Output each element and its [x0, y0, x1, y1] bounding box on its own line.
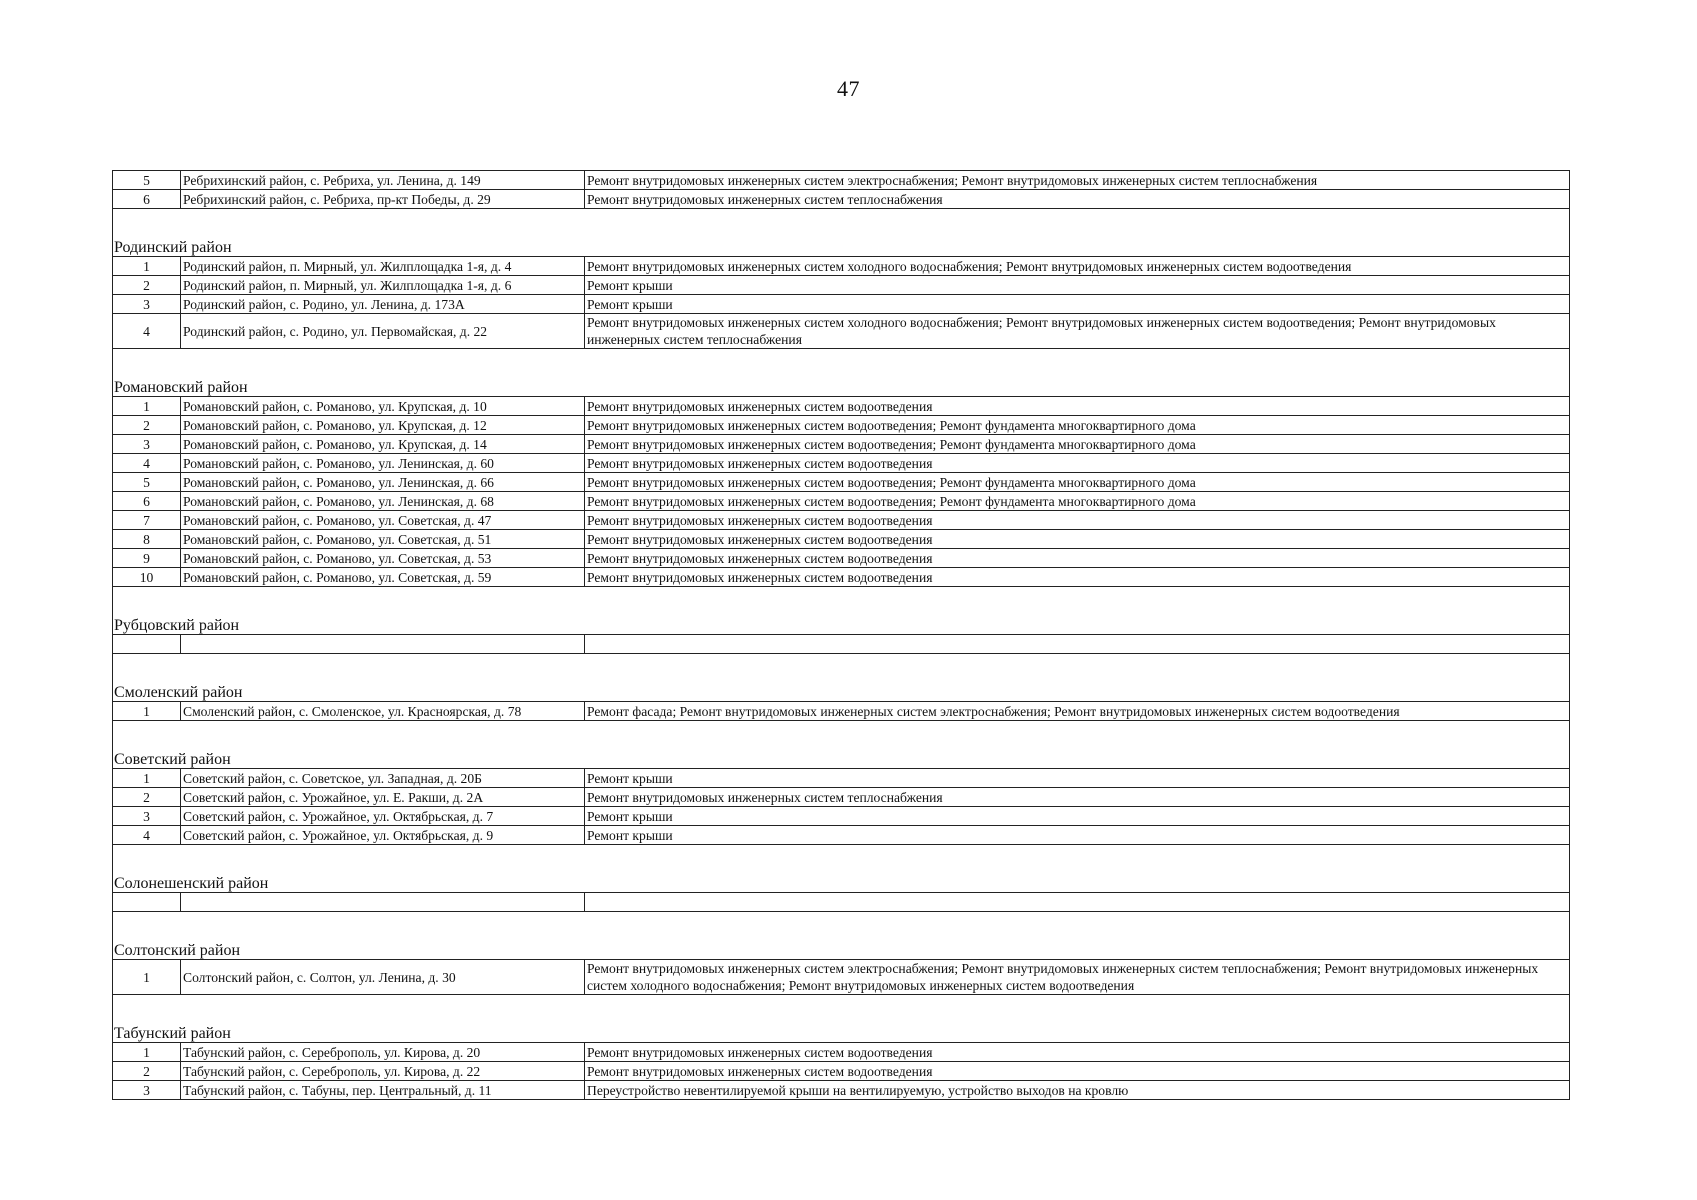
works-cell: Ремонт внутридомовых инженерных систем водоотведения — [585, 530, 1570, 549]
address-cell: Романовский район, с. Романово, ул. Крупская, д. 10 — [181, 397, 585, 416]
works-cell: Ремонт внутридомовых инженерных систем теплоснабжения — [585, 788, 1570, 807]
row-number: 7 — [113, 511, 181, 530]
address-cell: Родинский район, п. Мирный, ул. Жилплощадка 1-я, д. 6 — [181, 276, 585, 295]
section-spacer-cell — [113, 349, 1570, 378]
works-cell: Ремонт крыши — [585, 295, 1570, 314]
section-spacer — [113, 912, 1570, 941]
table-row — [113, 769, 1570, 788]
address-cell: Табунский район, с. Сереброполь, ул. Кирова, д. 22 — [181, 1062, 585, 1081]
table-row — [113, 171, 1570, 190]
table-row — [113, 702, 1570, 721]
address-cell: Романовский район, с. Романово, ул. Советская, д. 51 — [181, 530, 585, 549]
address-cell: Советский район, с. Урожайное, ул. Е. Ракши, д. 2А — [181, 788, 585, 807]
row-number: 10 — [113, 568, 181, 587]
row-number: 4 — [113, 826, 181, 845]
works-cell: Ремонт внутридомовых инженерных систем водоотведения — [585, 511, 1570, 530]
district-title: Советский район — [113, 749, 1570, 769]
row-number: 3 — [113, 807, 181, 826]
address-cell: Советский район, с. Урожайное, ул. Октябрьская, д. 7 — [181, 807, 585, 826]
section-spacer-cell — [113, 995, 1570, 1024]
works-cell: Ремонт внутридомовых инженерных систем водоотведения — [585, 454, 1570, 473]
table-row — [113, 807, 1570, 826]
district-header-row — [113, 940, 1570, 960]
row-number: 6 — [113, 190, 181, 209]
district-title: Рубцовский район — [113, 615, 1570, 635]
works-cell: Ремонт внутридомовых инженерных систем теплоснабжения — [585, 190, 1570, 209]
row-number: 1 — [113, 397, 181, 416]
table-row — [113, 635, 1570, 654]
address-cell: Романовский район, с. Романово, ул. Ленинская, д. 60 — [181, 454, 585, 473]
table-row — [113, 257, 1570, 276]
address-cell: Романовский район, с. Романово, ул. Советская, д. 47 — [181, 511, 585, 530]
address-cell: Ребрихинский район, с. Ребриха, пр-кт Победы, д. 29 — [181, 190, 585, 209]
section-spacer — [113, 209, 1570, 238]
address-cell: Родинский район, с. Родино, ул. Ленина, д. 173А — [181, 295, 585, 314]
repair-list-document — [112, 170, 1569, 1100]
row-number: 1 — [113, 702, 181, 721]
section-spacer-cell — [113, 721, 1570, 750]
table-row — [113, 314, 1570, 349]
address-cell — [181, 635, 585, 654]
repair-table-body — [113, 171, 1570, 1100]
table-row — [113, 454, 1570, 473]
row-number: 4 — [113, 454, 181, 473]
works-cell: Ремонт крыши — [585, 769, 1570, 788]
district-header-row — [113, 377, 1570, 397]
row-number: 1 — [113, 769, 181, 788]
district-title: Родинский район — [113, 237, 1570, 257]
address-cell: Смоленский район, с. Смоленское, ул. Красноярская, д. 78 — [181, 702, 585, 721]
works-cell — [585, 893, 1570, 912]
works-cell: Ремонт внутридомовых инженерных систем водоотведения — [585, 397, 1570, 416]
section-spacer-cell — [113, 845, 1570, 874]
table-row — [113, 549, 1570, 568]
address-cell: Романовский район, с. Романово, ул. Советская, д. 59 — [181, 568, 585, 587]
row-number: 2 — [113, 1062, 181, 1081]
works-cell: Ремонт внутридомовых инженерных систем водоотведения; Ремонт фундамента многоквартирного дома — [585, 416, 1570, 435]
row-number: 4 — [113, 314, 181, 349]
works-cell: Переустройство невентилируемой крыши на вентилируемую, устройство выходов на кровлю — [585, 1081, 1570, 1100]
address-cell: Родинский район, с. Родино, ул. Первомайская, д. 22 — [181, 314, 585, 349]
table-row — [113, 1043, 1570, 1062]
table-row — [113, 473, 1570, 492]
works-cell: Ремонт внутридомовых инженерных систем водоотведения; Ремонт фундамента многоквартирного дома — [585, 473, 1570, 492]
row-number: 6 — [113, 492, 181, 511]
district-title: Солонешенский район — [113, 873, 1570, 893]
row-number: 1 — [113, 257, 181, 276]
table-row — [113, 190, 1570, 209]
repair-table — [112, 170, 1570, 1100]
row-number — [113, 893, 181, 912]
district-title: Романовский район — [113, 377, 1570, 397]
works-cell: Ремонт внутридомовых инженерных систем водоотведения; Ремонт фундамента многоквартирного дома — [585, 435, 1570, 454]
address-cell: Советский район, с. Урожайное, ул. Октябрьская, д. 9 — [181, 826, 585, 845]
row-number: 5 — [113, 171, 181, 190]
address-cell: Советский район, с. Советское, ул. Западная, д. 20Б — [181, 769, 585, 788]
row-number: 2 — [113, 416, 181, 435]
address-cell: Солтонский район, с. Солтон, ул. Ленина, д. 30 — [181, 960, 585, 995]
works-cell: Ремонт внутридомовых инженерных систем водоотведения — [585, 1062, 1570, 1081]
row-number: 1 — [113, 960, 181, 995]
row-number: 3 — [113, 295, 181, 314]
section-spacer-cell — [113, 912, 1570, 941]
table-row — [113, 1081, 1570, 1100]
row-number — [113, 635, 181, 654]
row-number: 3 — [113, 1081, 181, 1100]
table-row — [113, 530, 1570, 549]
address-cell — [181, 893, 585, 912]
page-number: 47 — [837, 76, 860, 101]
table-row — [113, 435, 1570, 454]
address-cell: Романовский район, с. Романово, ул. Крупская, д. 14 — [181, 435, 585, 454]
address-cell: Романовский район, с. Романово, ул. Ленинская, д. 66 — [181, 473, 585, 492]
row-number: 5 — [113, 473, 181, 492]
district-header-row — [113, 749, 1570, 769]
table-row — [113, 893, 1570, 912]
table-row — [113, 1062, 1570, 1081]
table-row — [113, 788, 1570, 807]
address-cell: Ребрихинский район, с. Ребриха, ул. Ленина, д. 149 — [181, 171, 585, 190]
district-title: Табунский район — [113, 1023, 1570, 1043]
row-number: 2 — [113, 276, 181, 295]
section-spacer — [113, 845, 1570, 874]
works-cell: Ремонт внутридомовых инженерных систем водоотведения — [585, 1043, 1570, 1062]
section-spacer — [113, 587, 1570, 616]
section-spacer-cell — [113, 587, 1570, 616]
works-cell: Ремонт внутридомовых инженерных систем холодного водоснабжения; Ремонт внутридомовых инженерных систем водоотведения; Ремонт внутридомовых инженерных систем теплоснабжения — [585, 314, 1570, 349]
district-title: Солтонский район — [113, 940, 1570, 960]
address-cell: Романовский район, с. Романово, ул. Крупская, д. 12 — [181, 416, 585, 435]
table-row — [113, 826, 1570, 845]
works-cell: Ремонт внутридомовых инженерных систем холодного водоснабжения; Ремонт внутридомовых инженерных систем водоотведения — [585, 257, 1570, 276]
section-spacer — [113, 721, 1570, 750]
section-spacer-cell — [113, 654, 1570, 683]
table-row — [113, 276, 1570, 295]
table-row — [113, 568, 1570, 587]
section-spacer-cell — [113, 209, 1570, 238]
row-number: 1 — [113, 1043, 181, 1062]
row-number: 9 — [113, 549, 181, 568]
section-spacer — [113, 995, 1570, 1024]
works-cell: Ремонт внутридомовых инженерных систем электроснабжения; Ремонт внутридомовых инженерных систем теплоснабжения; Ремонт внутридомовых инженерных систем холодного водоснабжения; Ремонт внутридомовых инженерных систем водоотведения — [585, 960, 1570, 995]
address-cell: Родинский район, п. Мирный, ул. Жилплощадка 1-я, д. 4 — [181, 257, 585, 276]
works-cell: Ремонт фасада; Ремонт внутридомовых инженерных систем электроснабжения; Ремонт внутридомовых инженерных систем водоотведения — [585, 702, 1570, 721]
works-cell: Ремонт крыши — [585, 807, 1570, 826]
district-title: Смоленский район — [113, 682, 1570, 702]
works-cell: Ремонт крыши — [585, 276, 1570, 295]
address-cell: Романовский район, с. Романово, ул. Советская, д. 53 — [181, 549, 585, 568]
table-row — [113, 492, 1570, 511]
table-row — [113, 960, 1570, 995]
district-header-row — [113, 682, 1570, 702]
works-cell — [585, 635, 1570, 654]
district-header-row — [113, 1023, 1570, 1043]
section-spacer — [113, 654, 1570, 683]
works-cell: Ремонт внутридомовых инженерных систем водоотведения — [585, 568, 1570, 587]
row-number: 8 — [113, 530, 181, 549]
table-row — [113, 511, 1570, 530]
works-cell: Ремонт крыши — [585, 826, 1570, 845]
table-row — [113, 416, 1570, 435]
row-number: 3 — [113, 435, 181, 454]
table-row — [113, 295, 1570, 314]
works-cell: Ремонт внутридомовых инженерных систем водоотведения — [585, 549, 1570, 568]
table-row — [113, 397, 1570, 416]
address-cell: Табунский район, с. Табуны, пер. Центральный, д. 11 — [181, 1081, 585, 1100]
district-header-row — [113, 237, 1570, 257]
works-cell: Ремонт внутридомовых инженерных систем водоотведения; Ремонт фундамента многоквартирного дома — [585, 492, 1570, 511]
row-number: 2 — [113, 788, 181, 807]
district-header-row — [113, 615, 1570, 635]
section-spacer — [113, 349, 1570, 378]
address-cell: Романовский район, с. Романово, ул. Ленинская, д. 68 — [181, 492, 585, 511]
works-cell: Ремонт внутридомовых инженерных систем электроснабжения; Ремонт внутридомовых инженерных систем теплоснабжения — [585, 171, 1570, 190]
district-header-row — [113, 873, 1570, 893]
address-cell: Табунский район, с. Сереброполь, ул. Кирова, д. 20 — [181, 1043, 585, 1062]
